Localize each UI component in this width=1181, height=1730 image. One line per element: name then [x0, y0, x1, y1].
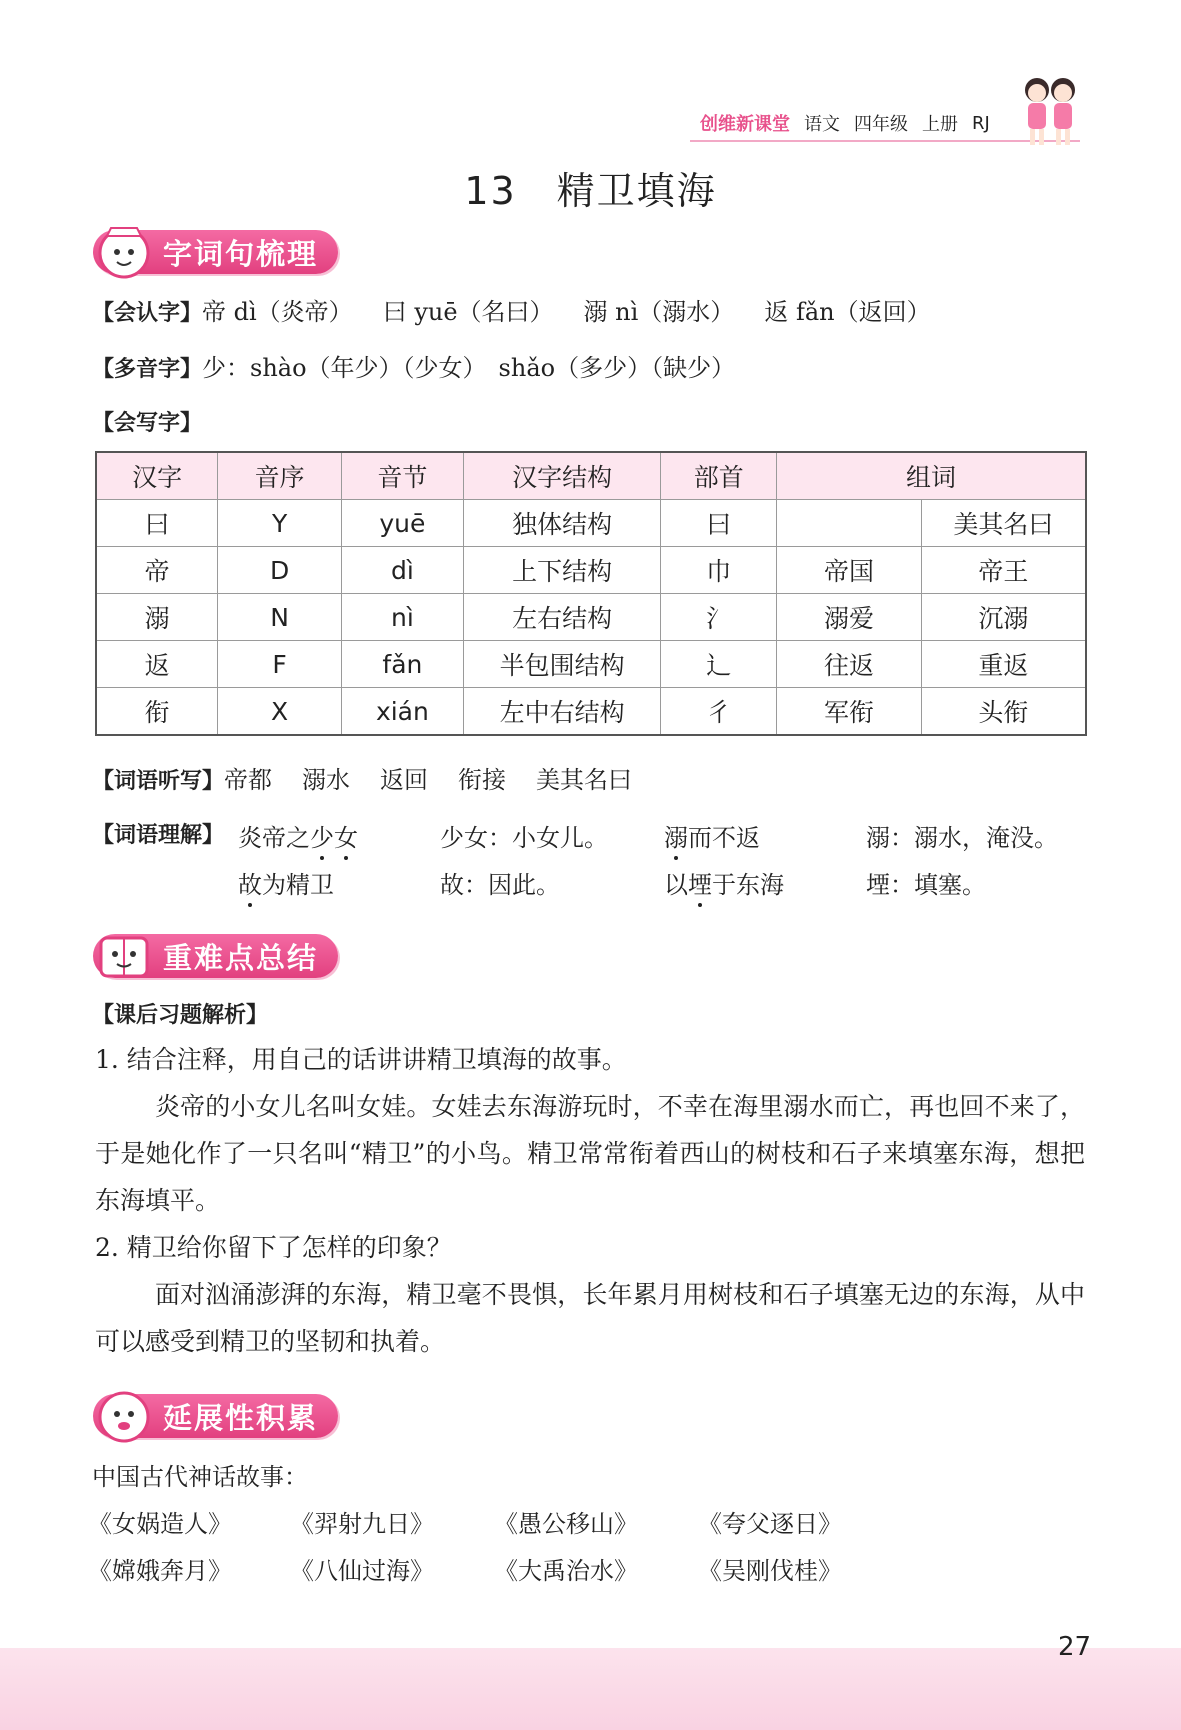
cell-word: 重返 [921, 641, 1086, 688]
table-header-row [96, 452, 1086, 500]
polyphone-line [92, 348, 735, 383]
cell-char: 衔 [96, 688, 218, 736]
cell-order: Y [218, 500, 342, 547]
understanding-phrase: 故为精卫 [238, 871, 334, 899]
cell-pinyin: xián [341, 688, 463, 736]
section-banner-vocab [93, 228, 338, 276]
cell-word: 美其名曰 [921, 500, 1086, 547]
subject-label: 语文 [804, 114, 840, 135]
understanding-meaning: 故：因此。 [440, 871, 560, 899]
cell-radical: 巾 [661, 547, 777, 594]
recognize-item: 返 fǎn（返回） [764, 298, 931, 326]
cell-pinyin: fǎn [341, 641, 463, 688]
polyphone-text: 少：shào（年少）（少女） shǎo（多少）（缺少） [202, 354, 736, 382]
exercise-tag-wrap [92, 998, 268, 1029]
cell-structure: 左中右结构 [463, 688, 661, 736]
table-header: 部首 [661, 452, 777, 500]
answer-2: 面对汹涌澎湃的东海，精卫毫不畏惧，长年累月用树枝和石子填塞无边的东海，从中可以感受到精卫的坚韧和执着。 [95, 1280, 1085, 1356]
emphasis-char: 堙 [688, 871, 712, 899]
table-header: 汉字 [96, 452, 218, 500]
understanding-tag-wrap [92, 818, 224, 849]
dictation-word: 溺水 [302, 766, 351, 794]
recognize-item: 帝 dì（炎帝） [202, 298, 353, 326]
understanding-phrase: 溺而不返 [664, 824, 760, 852]
dictation-word: 帝都 [224, 766, 273, 794]
character-table [95, 451, 1087, 736]
myth-title: 《八仙过海》 [290, 1557, 434, 1585]
recognize-item: 溺 nì（溺水） [583, 298, 735, 326]
cell-char: 帝 [96, 547, 218, 594]
recognize-item: 曰 yuē（名曰） [382, 298, 554, 326]
understanding-phrase: 以堙于东海 [664, 871, 784, 899]
understanding-phrase: 炎帝之少女 [238, 824, 358, 852]
cell-structure: 左右结构 [463, 594, 661, 641]
cell-order: F [218, 641, 342, 688]
dictation-line [92, 760, 632, 795]
section-title: 延展性积累 [93, 1394, 338, 1438]
cell-radical: 曰 [661, 500, 777, 547]
emphasis-char: 少 [310, 824, 334, 852]
section-banner-keypoints [93, 932, 338, 980]
table-header: 音节 [341, 452, 463, 500]
cell-char: 溺 [96, 594, 218, 641]
emphasis-char: 女 [334, 824, 358, 852]
question-2: 2. 精卫给你留下了怎样的印象？ [95, 1233, 452, 1262]
brand-name: 创维新课堂 [700, 114, 790, 135]
emphasis-char: 溺 [664, 824, 688, 852]
myth-title: 《女娲造人》 [88, 1510, 232, 1538]
dictation-word: 美其名曰 [536, 766, 633, 794]
chapter-title: 13 精卫填海 [464, 169, 717, 213]
cell-structure: 半包围结构 [463, 641, 661, 688]
myth-title: 《夸父逐日》 [698, 1510, 842, 1538]
cartoon-character-icon [93, 220, 155, 282]
answer-1: 炎帝的小女儿名叫女娃。女娃去东海游玩时，不幸在海里溺水而亡，再也回不来了，于是她化作了一只名叫“精卫”的小鸟。精卫常常衔着西山的树枝和石子来填塞东海，想把东海填平。 [95, 1092, 1085, 1215]
section-banner-extension [93, 1392, 338, 1440]
cell-word: 帝国 [777, 547, 922, 594]
kids-mascot-icon [1015, 70, 1085, 150]
table-row [96, 688, 1086, 736]
cell-pinyin: nì [341, 594, 463, 641]
volume-label: 上册 [922, 114, 958, 135]
understanding-meaning: 溺：溺水，淹没。 [866, 824, 1058, 852]
cell-pinyin: dì [341, 547, 463, 594]
myth-title: 《大禹治水》 [494, 1557, 638, 1585]
cell-word: 军衔 [777, 688, 922, 736]
cell-order: X [218, 688, 342, 736]
recognize-line [92, 292, 931, 327]
understanding-meaning: 堙：填塞。 [866, 871, 986, 899]
cell-radical: 彳 [661, 688, 777, 736]
myth-title: 《吴刚伐桂》 [698, 1557, 842, 1585]
cell-char: 返 [96, 641, 218, 688]
section-title: 重难点总结 [93, 934, 338, 978]
cell-word [777, 500, 922, 547]
recognize-tag: 【会认字】 [92, 301, 203, 326]
cell-structure: 独体结构 [463, 500, 661, 547]
polyphone-tag: 【多音字】 [92, 357, 203, 382]
cell-structure: 上下结构 [463, 547, 661, 594]
grade-label: 四年级 [854, 114, 908, 135]
exercise-tag: 【课后习题解析】 [92, 1003, 269, 1028]
cell-order: D [218, 547, 342, 594]
dictation-word: 返回 [380, 766, 429, 794]
understanding-tag: 【词语理解】 [92, 823, 225, 848]
cell-radical: 氵 [661, 594, 777, 641]
cartoon-character-icon [93, 1384, 155, 1446]
cell-order: N [218, 594, 342, 641]
section-title: 字词句梳理 [93, 230, 338, 274]
myth-title: 《愚公移山》 [494, 1510, 638, 1538]
dictation-tag: 【词语听写】 [92, 769, 225, 794]
cell-word: 往返 [777, 641, 922, 688]
cell-word: 沉溺 [921, 594, 1086, 641]
table-row [96, 594, 1086, 641]
write-line [92, 406, 202, 437]
cell-radical: 辶 [661, 641, 777, 688]
table-header: 汉字结构 [463, 452, 661, 500]
cell-word: 溺爱 [777, 594, 922, 641]
page-number: 27 [1058, 1632, 1092, 1662]
table-row [96, 547, 1086, 594]
table-row [96, 500, 1086, 547]
understanding-meaning: 少女：小女儿。 [440, 824, 608, 852]
edition-label: RJ [972, 112, 990, 134]
book-character-icon [93, 924, 155, 986]
table-row [96, 641, 1086, 688]
table-header: 音序 [218, 452, 342, 500]
table-header: 组词 [777, 452, 1086, 500]
dictation-word: 衔接 [458, 766, 507, 794]
cell-word: 头衔 [921, 688, 1086, 736]
myth-title: 《羿射九日》 [290, 1510, 434, 1538]
write-tag: 【会写字】 [92, 411, 203, 436]
running-header [700, 110, 990, 136]
cell-char: 曰 [96, 500, 218, 547]
cell-pinyin: yuē [341, 500, 463, 547]
myths-intro: 中国古代神话故事： [92, 1463, 308, 1491]
emphasis-char: 故 [238, 871, 262, 899]
question-1: 1. 结合注释，用自己的话讲讲精卫填海的故事。 [95, 1045, 627, 1074]
myth-title: 《嫦娥奔月》 [88, 1557, 232, 1585]
cell-word: 帝王 [921, 547, 1086, 594]
footer-band [0, 1648, 1181, 1730]
